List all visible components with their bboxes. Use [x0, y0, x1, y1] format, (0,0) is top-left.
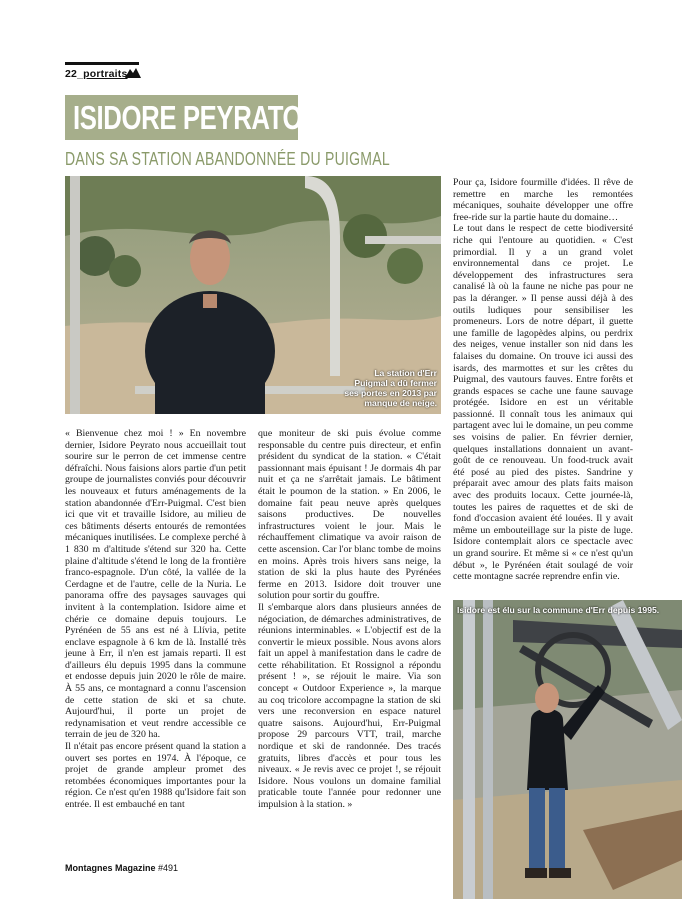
footer [65, 863, 178, 873]
article-title: ISIDORE PEYRATO [73, 99, 303, 136]
article-column-3 [453, 177, 633, 583]
article-column-2 [258, 428, 441, 811]
article-subtitle: DANS SA STATION ABANDONNÉE DU PUIGMAL [65, 149, 390, 169]
header-rule [65, 62, 139, 65]
paragraph: « Bienvenue chez moi ! » En novembre dernier, Isidore Peyrato nous accueillait tout sourire sur le perron de cet immense centre défraîchi. Nous faisions alors partie d'un petit groupe de journalistes conviés pour découvrir les nouveaux et futurs aménagements de la station abandonnée d'Err-Puigmal. C'est bien ici que vit et travaille Isidore, au milieu de ces bâtiments déserts entourés de remontées mécaniques inutilisées. Le complexe perché à 1 830 m d'altitude s'étend sur 320 ha. Cette plaine d'altitude s'étend le long de la frontière franco-espagnole. D'un côté, la vallée de la Cerdagne et de l'autre, celle de la Nuria. Le panorama offre des paysages sauvages qui invitent à la contemplation. Isidore aime et chérie ce domaine depuis toujours. Le Pyrénéen de 55 ans est né à Llívia, petite enclave espagnole à 6 km de là. Installé très jeune à Err, il n'en est jamais reparti. Il est d'ailleurs élu depuis 1995 dans la commune et endosse depuis juin 2020 le rôle de maire. À 55 ans, ce montagnard a connu l'ascension de cette station de ski et sa chute. Aujourd'hui, il porte un projet de redynamisation et veut rendre accessible ce terrain de jeu de 320 ha. [65, 428, 246, 741]
portrait-photo [65, 176, 441, 414]
issue-number: #491 [158, 863, 179, 873]
paragraph: Il s'embarque alors dans plusieurs années de négociation, de démarches administratives, de réunions interminables. « L'objectif est de la convertir le mieux possible. Nous avons alors fait un appel à manifestation dans le cadre de cette réhabilitation. Et Rossignol a répondu présent ! », se réjouit le maire. Via son concept « Outdoor Experience », la marque au coq tricolore accompagne la station de ski vers une reconversion en espace naturel quatre saisons. Aujourd'hui, Err-Puigmal propose 29 parcours VTT, trail, marche nordique et ski de randonnée. Des tracés gratuits, libres d'accès et pour tous les niveaux. « Je revis avec ce projet !, se réjouit Isidore. Nous voulons un domaine familial praticable toute l'année pour redonner une impulsion à la station. » [258, 601, 441, 810]
article-column-1 [65, 428, 246, 811]
magazine-name: Montagnes Magazine [65, 863, 156, 873]
paragraph: Il n'était pas encore présent quand la station a ouvert ses portes en 1974. À l'époque, ce projet de grande ampleur promet des retombées économiques importantes pour la région. Ce n'est qu'en 1988 qu'Isidore fait son entrée. Il est embauché en tant [65, 741, 246, 810]
standing-photo-illustration [453, 600, 682, 899]
photo-caption: Isidore est élu sur la commune d'Err depuis 1995. [457, 605, 660, 615]
standing-photo [453, 600, 682, 899]
paragraph: Pour ça, Isidore fourmille d'idées. Il rêve de remettre en marche les remontées mécaniques, souhaite développer une offre free-ride sur la partie haute du domaine… [453, 177, 633, 223]
paragraph: que moniteur de ski puis évolue comme responsable du centre puis directeur, et enfin président du syndicat de la station. « C'était passionnant mais épuisant ! Je dormais 4h par nuit et ça ne s'arrêtait jamais. Le bâtiment était le poumon de la station. » En 2006, le domaine fait peau neuve après quelques saisons productives. De nouvelles infrastructures voient le jour. Mais le réchauffement climatique va avoir raison de cette ascension. Car l'or blanc tombe de moins en moins. Après trois hivers sans neige, la station de ski la plus haute des Pyrénées ferme en 2013. Isidore doit trouver une solution pour sortir du gouffre. [258, 428, 441, 602]
photo-caption: La station d'Err Puigmal a dû fermer ses portes en 2013 par manque de neige. [344, 368, 437, 408]
mountain-icon [125, 67, 141, 78]
section-label: 22_portraits [65, 68, 128, 80]
paragraph: Le tout dans le respect de cette biodiversité riche qui l'entoure au quotidien. « C'est primordial. Il y a un grand volet environnemental dans ce projet. Le développement des infrastructures sera canalisé là où la faune ne niche pas pour ne pas la déranger. » Il pense aussi déjà à des outils ludiques pour sensibiliser les promeneurs. Lors de notre départ, il guette une famille de lagopèdes alpins, ou perdrix des neiges, venue installer son nid dans les falaises du domaine. On trouve ici aussi des isards, des marmottes et sur les crêtes du Puigmal, des vautours fauves. Entre forêts et grands espaces se cache une faune sauvage protégée. Isidore en est un véritable passionné. Il connaît tous les animaux qui partagent avec lui le domaine, un peu comme ses voisins de palier. En février dernier, quelques installations donnaient un avant-goût de ce renouveau. Un food-truck avait été posé au pied des pistes. Sandrine y préparait avec amour des plats faits maison avec des produits locaux. Cette journée-là, toutes les paires de raquettes et de ski de fond d'occasion avaient été louées. Il y avait même un embouteillage sur la piste de luge. Isidore contemplait alors ce spectacle avec un grand sourire. Et même si « ce n'est qu'un début », le Pyrénéen était soulagé de voir cette montagne sacrée reprendre enfin vie. [453, 223, 633, 583]
